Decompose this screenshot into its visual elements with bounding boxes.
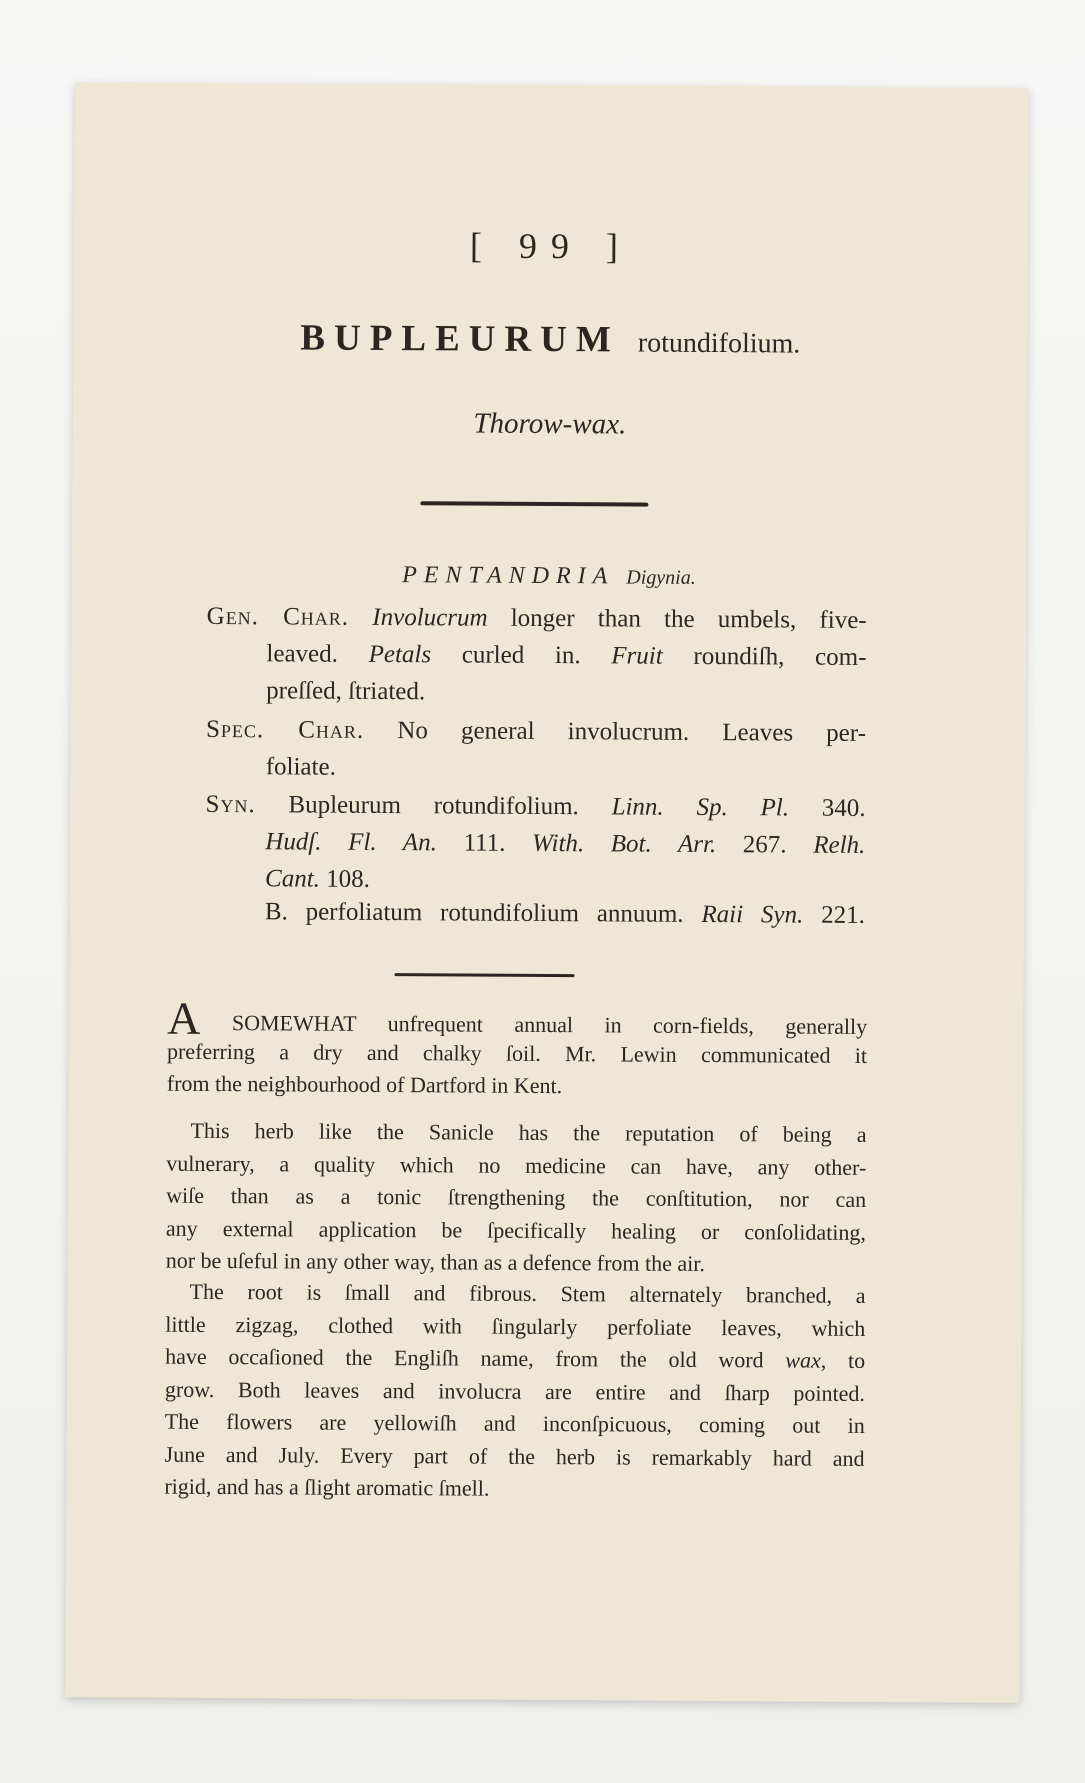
text-span: to: [847, 1347, 866, 1373]
linnaean-class: PENTANDRIA: [402, 562, 615, 590]
syn-page: 340.: [821, 794, 866, 822]
spec-char-line-2: foliate.: [265, 753, 336, 781]
text-line: This herb like the Sanicle has the reputation of being a: [190, 1117, 867, 1147]
syn-line-2: [205, 823, 865, 864]
gen-char-line-1: [207, 598, 867, 639]
gen-char-term: Petals: [368, 640, 432, 669]
body-paragraph-1: [166, 992, 868, 1105]
gen-char-term: Involucrum: [372, 603, 488, 632]
syn-page: 111.: [463, 829, 506, 857]
text-line: [167, 992, 868, 1044]
text-line: June and July. Every part of the herb is remarkably hard and: [164, 1441, 865, 1471]
synonymy: [205, 786, 866, 901]
spec-char-label: Spec. Char.: [205, 715, 365, 744]
text-span: SOMEWHAT unfrequent annual in corn-fields, generally: [231, 1010, 868, 1039]
gen-char-term: Fruit: [611, 642, 663, 670]
gen-char-label: Gen. Char.: [206, 602, 350, 631]
divider-rule-bottom: [394, 973, 574, 977]
body-paragraph-3: [164, 1276, 865, 1508]
text-line: from the neighbourhood of Dartford in Kent.: [166, 1070, 563, 1099]
gen-char-text: leaved.: [266, 640, 339, 668]
syn-page: 108.: [326, 865, 371, 893]
text-line: The flowers are yellowiſh and inconſpicuous, coming out in: [164, 1408, 865, 1438]
syn-page: 221.: [821, 901, 865, 929]
text-line: wiſe than as a tonic ſtrengthening the conſtitution, nor can: [166, 1182, 867, 1212]
spec-char-text: No general involucrum. Leaves per-: [397, 717, 867, 747]
genus-name: BUPLEURUM: [300, 317, 620, 361]
specific-character: [206, 711, 866, 789]
syn-reference: Linn. Sp. Pl.: [611, 793, 790, 822]
generic-character: [206, 598, 867, 713]
text-line: grow. Both leaves and involucra are entire and ſharp pointed.: [164, 1376, 866, 1406]
text-line: preferring a dry and chalky ſoil. Mr. Lewin communicated it: [166, 1038, 868, 1068]
gen-char-line-3: preſſed, ſtriated.: [266, 677, 426, 706]
book-page: [65, 82, 1029, 1703]
text-span: wax,: [785, 1347, 827, 1373]
text-line: The root is ſmall and fibrous. Stem alternately branched, a: [189, 1278, 866, 1308]
syn-label: Syn.: [205, 790, 256, 819]
text-line: little zigzag, clothed with ſingularly perfoliate leaves, which: [165, 1311, 866, 1341]
species-name: rotundifolium.: [637, 327, 801, 360]
syn-text: Bupleurum rotundifolium.: [288, 791, 579, 821]
page-title: [73, 315, 1027, 364]
syn-line-4: [265, 893, 865, 934]
syn-text: B. perfoliatum rotundifolium annuum.: [264, 898, 684, 928]
syn-page: 267.: [742, 831, 787, 859]
gen-char-line-2: [206, 635, 866, 676]
syn-reference: Raii Syn.: [701, 900, 804, 929]
syn-line-1: [205, 786, 865, 827]
gen-char-text: longer than the umbels, five-: [510, 604, 867, 634]
spec-char-line-1: [206, 711, 866, 752]
syn-reference: Cant.: [264, 865, 321, 893]
page-number: [ 99 ]: [469, 225, 633, 267]
text-span: have occaſioned the Engliſh name, from the old word: [165, 1343, 764, 1373]
common-name: Thorow-wax.: [473, 407, 627, 441]
text-line: [165, 1341, 865, 1378]
linnaean-order: Digynia.: [626, 566, 696, 589]
drop-capital: A: [167, 992, 201, 1044]
syn-reference: Relh.: [813, 831, 866, 859]
gen-char-text: roundiſh, com-: [693, 642, 867, 671]
text-line: any external application be ſpecifically healing or conſolidating,: [165, 1215, 867, 1245]
syn-reference: Hudſ. Fl. An.: [265, 828, 437, 857]
text-line: rigid, and has a ſlight aromatic ſmell.: [164, 1473, 490, 1501]
divider-rule-top: [420, 501, 648, 506]
text-line: nor be uſeful in any other way, than as a defence from the air.: [165, 1247, 706, 1276]
text-line: vulnerary, a quality which no medicine can have, any other-: [166, 1150, 867, 1180]
body-paragraph-2: [166, 1115, 867, 1282]
gen-char-text: curled in.: [461, 641, 581, 670]
classification: [72, 560, 1026, 593]
syn-reference: With. Bot. Arr.: [532, 829, 717, 859]
